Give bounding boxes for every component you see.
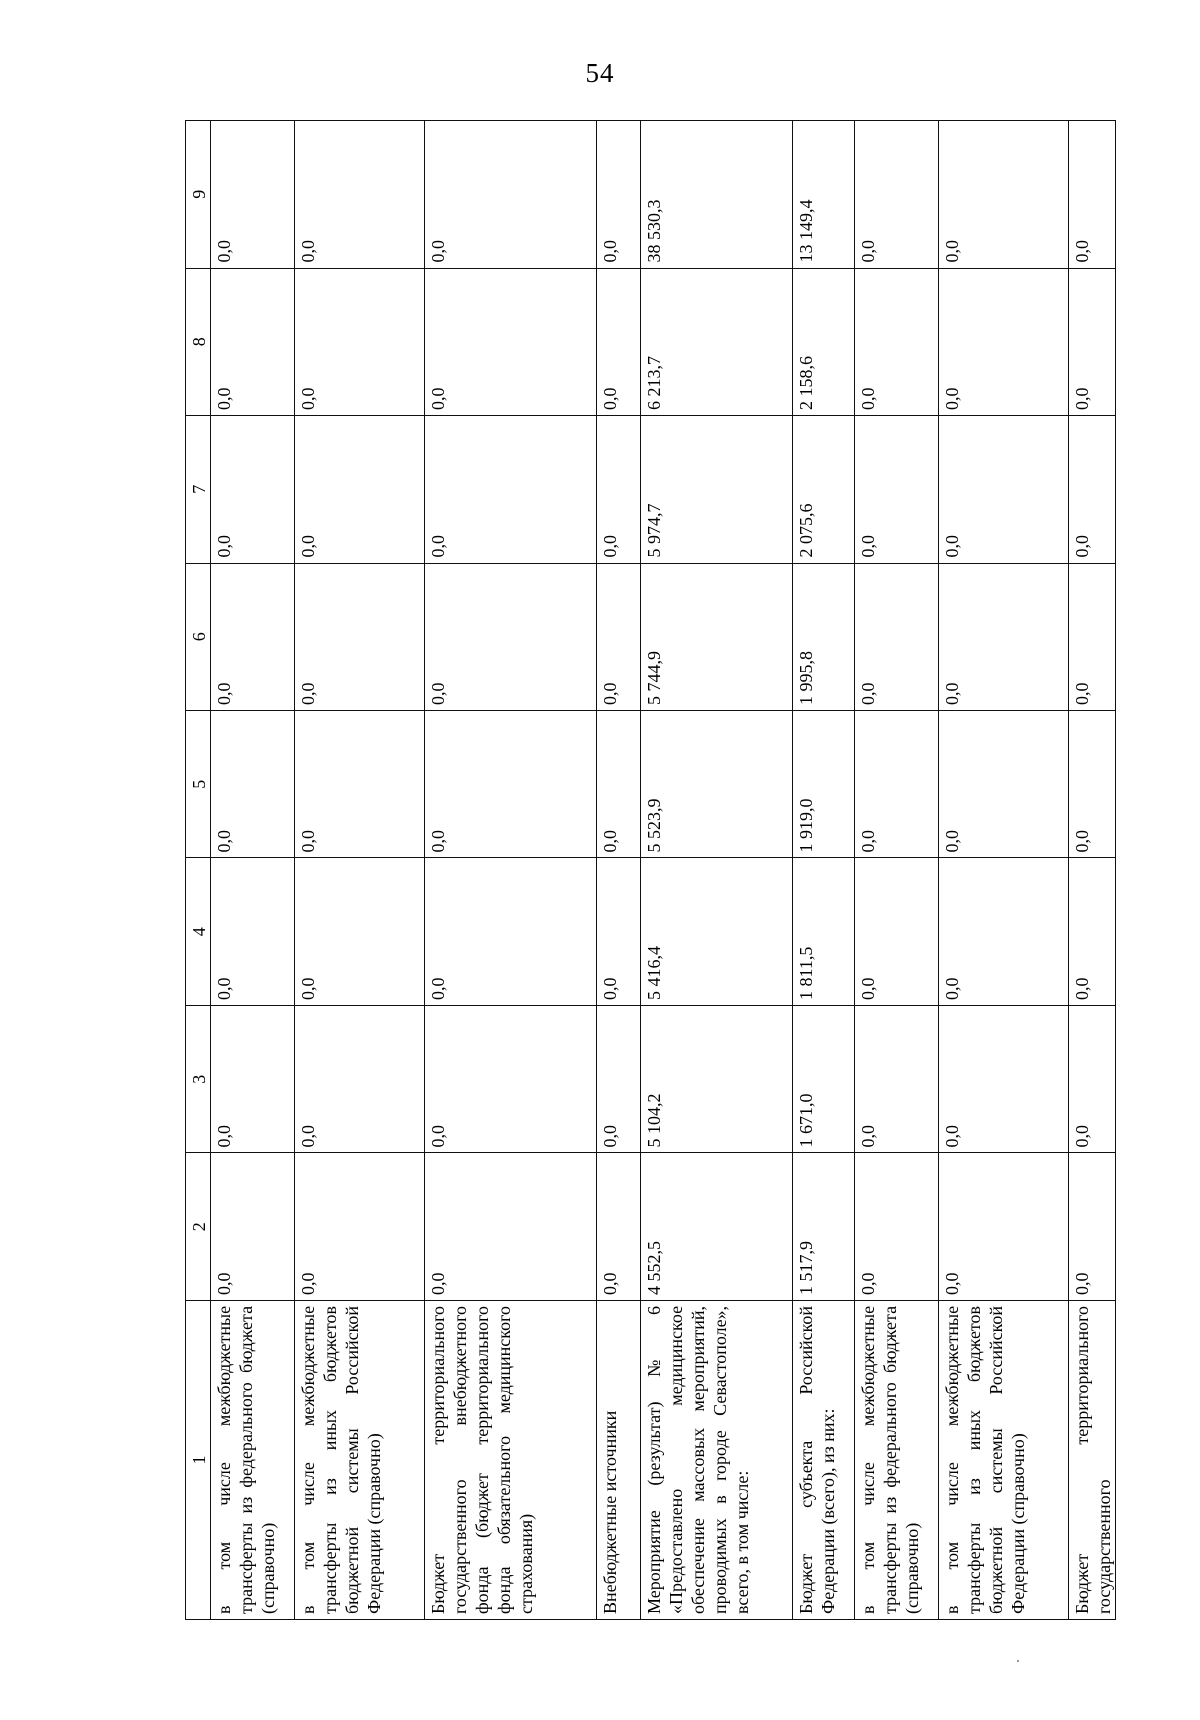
value-cell: 0,0	[211, 563, 295, 710]
value-cell: 0,0	[597, 1153, 641, 1300]
value-cell: 0,0	[211, 1005, 295, 1152]
table-row	[211, 121, 295, 1620]
rotated-table-container	[185, 120, 1114, 1620]
value-cell: 0,0	[211, 858, 295, 1005]
value-cell: 0,0	[211, 416, 295, 563]
value-cell: 5 744,9	[641, 563, 793, 710]
value-cell: 0,0	[211, 121, 295, 269]
page-number: 54	[585, 58, 615, 88]
table-row	[641, 121, 793, 1620]
value-cell: 0,0	[295, 416, 425, 563]
value-cell: 0,0	[425, 711, 597, 858]
value-cell: 0,0	[211, 1153, 295, 1300]
table-header-row	[186, 121, 211, 1620]
value-cell: 0,0	[597, 711, 641, 858]
value-cell: 0,0	[295, 268, 425, 415]
value-cell: 0,0	[855, 563, 939, 710]
value-cell: 0,0	[295, 563, 425, 710]
table-row	[793, 121, 855, 1620]
value-cell: 0,0	[939, 1005, 1069, 1152]
value-cell: 0,0	[425, 121, 597, 269]
value-cell: 0,0	[295, 1153, 425, 1300]
budget-table	[185, 120, 1116, 1620]
value-cell: 0,0	[939, 711, 1069, 858]
header-cell: 8	[186, 268, 211, 415]
value-cell: 0,0	[425, 1153, 597, 1300]
value-cell: 0,0	[1069, 268, 1116, 415]
table-row	[295, 121, 425, 1620]
value-cell: 0,0	[597, 858, 641, 1005]
value-cell: 5 104,2	[641, 1005, 793, 1152]
row-label: Мероприятие (результат) № 6 «Предоставлено медицинское обеспечение массовых мероприятий, проводимых в городе Севастополе», всего, в том числе:	[641, 1300, 793, 1619]
value-cell: 0,0	[855, 121, 939, 269]
value-cell: 0,0	[1069, 563, 1116, 710]
value-cell: 0,0	[939, 416, 1069, 563]
value-cell: 0,0	[425, 268, 597, 415]
value-cell: 0,0	[597, 563, 641, 710]
row-label: в том числе межбюджетные трансферты из иных бюджетов бюджетной системы Российской Федерации (справочно)	[295, 1300, 425, 1619]
value-cell: 0,0	[939, 1153, 1069, 1300]
value-cell: 13 149,4	[793, 121, 855, 269]
header-cell: 5	[186, 711, 211, 858]
value-cell: 0,0	[939, 563, 1069, 710]
value-cell: 1 517,9	[793, 1153, 855, 1300]
value-cell: 0,0	[855, 416, 939, 563]
value-cell: 5 523,9	[641, 711, 793, 858]
value-cell: 0,0	[1069, 416, 1116, 563]
header-cell: 7	[186, 416, 211, 563]
value-cell: 0,0	[295, 858, 425, 1005]
value-cell: 0,0	[211, 268, 295, 415]
value-cell: 4 552,5	[641, 1153, 793, 1300]
value-cell: 0,0	[855, 1005, 939, 1152]
rotated-table-wrapper	[185, 120, 1114, 1620]
header-cell: 1	[186, 1300, 211, 1619]
value-cell: 0,0	[855, 268, 939, 415]
row-label: в том числе межбюджетные трансферты из федерального бюджета (справочно)	[211, 1300, 295, 1619]
value-cell: 0,0	[597, 416, 641, 563]
value-cell: 0,0	[211, 711, 295, 858]
value-cell: 5 974,7	[641, 416, 793, 563]
header-cell: 2	[186, 1153, 211, 1300]
value-cell: 2 158,6	[793, 268, 855, 415]
value-cell: 6 213,7	[641, 268, 793, 415]
table-row	[425, 121, 597, 1620]
value-cell: 0,0	[1069, 858, 1116, 1005]
value-cell: 0,0	[1069, 1005, 1116, 1152]
header-cell: 9	[186, 121, 211, 269]
value-cell: 0,0	[295, 121, 425, 269]
value-cell: 0,0	[597, 268, 641, 415]
value-cell: 0,0	[425, 858, 597, 1005]
value-cell: 1 671,0	[793, 1005, 855, 1152]
scan-speck	[1017, 1660, 1019, 1662]
value-cell: 38 530,3	[641, 121, 793, 269]
value-cell: 0,0	[939, 121, 1069, 269]
value-cell: 1 995,8	[793, 563, 855, 710]
value-cell: 0,0	[855, 1153, 939, 1300]
value-cell: 0,0	[597, 121, 641, 269]
header-cell: 4	[186, 858, 211, 1005]
table-row	[855, 121, 939, 1620]
row-label: Бюджет субъекта Российской Федерации (всего), из них:	[793, 1300, 855, 1619]
row-label: в том числе межбюджетные трансферты из федерального бюджета (справочно)	[855, 1300, 939, 1619]
value-cell: 0,0	[425, 563, 597, 710]
value-cell: 0,0	[855, 858, 939, 1005]
value-cell: 0,0	[295, 711, 425, 858]
value-cell: 0,0	[1069, 1153, 1116, 1300]
table-row	[939, 121, 1069, 1620]
row-label: Внебюджетные источники	[597, 1300, 641, 1619]
row-label: в том числе межбюджетные трансферты из иных бюджетов бюджетной системы Российской Федерации (справочно)	[939, 1300, 1069, 1619]
value-cell: 1 811,5	[793, 858, 855, 1005]
value-cell: 5 416,4	[641, 858, 793, 1005]
row-label: Бюджет территориального государственного внебюджетного фонда (бюджет территориального фонда обязательного медицинского страхования)	[425, 1300, 597, 1619]
value-cell: 0,0	[1069, 121, 1116, 269]
header-cell: 3	[186, 1005, 211, 1152]
value-cell: 0,0	[855, 711, 939, 858]
value-cell: 2 075,6	[793, 416, 855, 563]
table-row	[1069, 121, 1116, 1620]
value-cell: 0,0	[425, 1005, 597, 1152]
value-cell: 0,0	[295, 1005, 425, 1152]
value-cell: 0,0	[1069, 711, 1116, 858]
value-cell: 1 919,0	[793, 711, 855, 858]
value-cell: 0,0	[939, 268, 1069, 415]
value-cell: 0,0	[597, 1005, 641, 1152]
table-row	[597, 121, 641, 1620]
value-cell: 0,0	[425, 416, 597, 563]
header-cell: 6	[186, 563, 211, 710]
row-label: Бюджет территориального государственного	[1069, 1300, 1116, 1619]
value-cell: 0,0	[939, 858, 1069, 1005]
